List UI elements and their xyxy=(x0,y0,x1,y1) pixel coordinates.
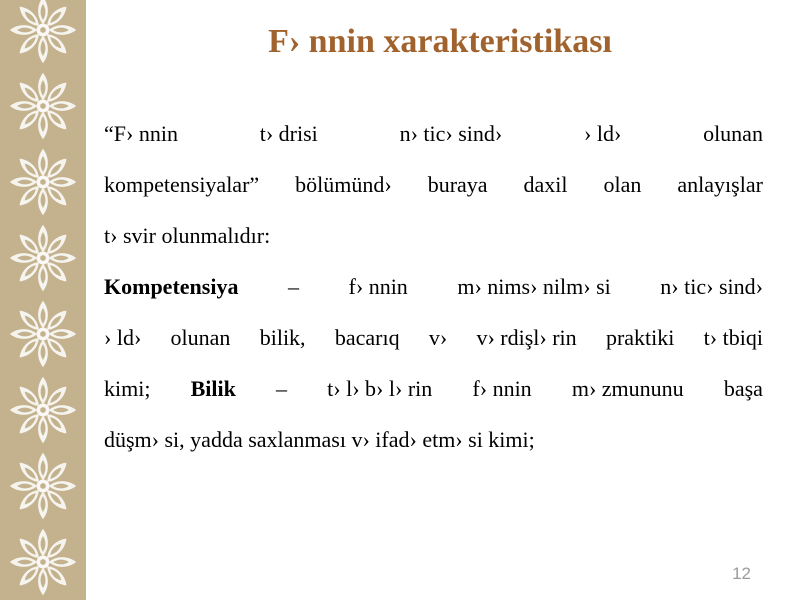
word: – xyxy=(288,274,299,299)
word: › ld› xyxy=(584,121,622,146)
word: f› nnin xyxy=(348,274,408,299)
text: düşm› si, yadda saxlanması v› ifad› etm› si kimi; xyxy=(104,427,535,452)
word: m› zmununu xyxy=(571,376,684,401)
word: t› tbiqi xyxy=(703,325,763,350)
word: f› nnin xyxy=(472,376,532,401)
paragraph2-line3 xyxy=(104,369,763,420)
word: kimi; xyxy=(104,376,151,401)
word: m› nims› nilm› si xyxy=(457,274,611,299)
word: t› drisi xyxy=(259,121,318,146)
paragraph2-line2 xyxy=(104,318,763,369)
paragraph2-line1 xyxy=(104,267,763,318)
floral-star-icon xyxy=(7,0,79,66)
word: bölümünd› xyxy=(295,172,392,197)
word: kompetensiyalar” xyxy=(104,172,260,197)
floral-star-icon xyxy=(7,526,79,598)
floral-star-icon xyxy=(7,450,79,522)
slide-body xyxy=(104,114,763,471)
page-number: 12 xyxy=(732,564,751,583)
paragraph1-line1 xyxy=(104,114,763,165)
term-bilik: Bilik xyxy=(190,376,236,401)
word: buraya xyxy=(427,172,488,197)
word: t› l› b› l› rin xyxy=(327,376,433,401)
word: v› rdişl› rin xyxy=(476,325,577,350)
paragraph2-line4 xyxy=(104,420,763,471)
paragraph1-line2 xyxy=(104,165,763,216)
word: daxil xyxy=(523,172,568,197)
word: – xyxy=(276,376,288,401)
floral-star-icon xyxy=(7,222,79,294)
word: n› tic› sind› xyxy=(399,121,503,146)
word: olunan xyxy=(170,325,231,350)
slide-title: F› nnin xarakteristikası xyxy=(268,23,612,60)
floral-star-icon xyxy=(7,146,79,218)
word: anlayışlar xyxy=(677,172,763,197)
word: praktiki xyxy=(605,325,675,350)
word: olan xyxy=(603,172,642,197)
word: v› xyxy=(428,325,448,350)
floral-star-icon xyxy=(7,70,79,142)
word: başa xyxy=(723,376,763,401)
floral-star-icon xyxy=(7,374,79,446)
word: “F› nnin xyxy=(104,121,178,146)
word: bilik, xyxy=(259,325,306,350)
word: bacarıq xyxy=(334,325,400,350)
decorative-sidebar xyxy=(0,0,86,600)
word: › ld› xyxy=(104,325,142,350)
word: olunan xyxy=(703,121,763,146)
paragraph1-line3 xyxy=(104,216,763,267)
text: t› svir olunmalıdır: xyxy=(104,223,271,248)
term-kompetensiya: Kompetensiya xyxy=(104,274,239,299)
word: n› tic› sind› xyxy=(660,274,763,299)
floral-star-icon xyxy=(7,298,79,370)
